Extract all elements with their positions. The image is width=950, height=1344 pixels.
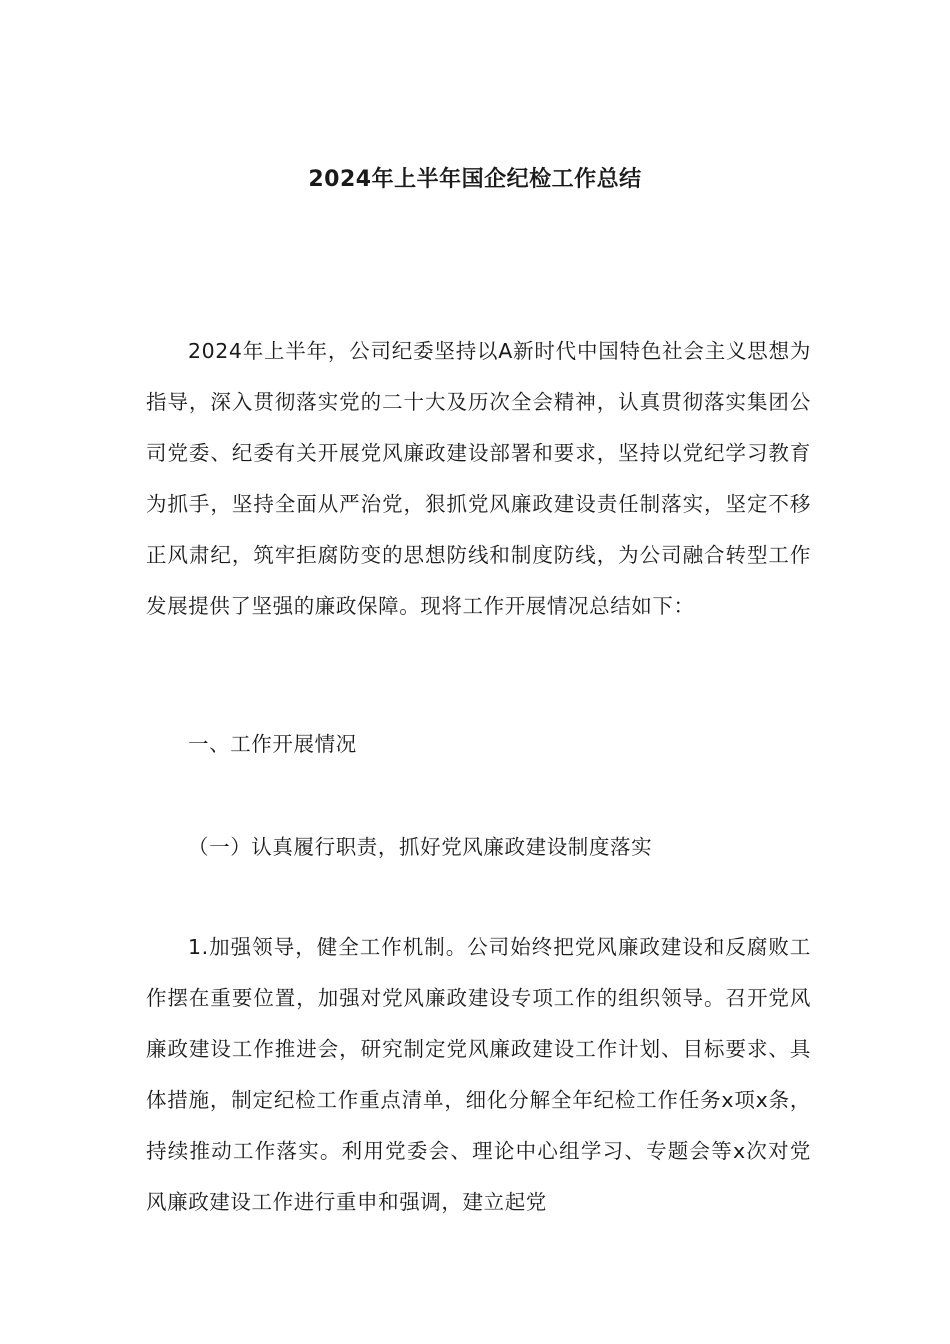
intro-paragraph: 2024年上半年，公司纪委坚持以A新时代中国特色社会主义思想为指导，深入贯彻落实党的二十大及历次全会精神，认真贯彻落实集团公司党委、纪委有关开展党风廉政建设部署和要求，坚持以党纪学习教育为抓手，坚持全面从严治党，狠抓党风廉政建设责任制落实，坚定不移正风肃纪，筑牢拒腐防变的思想防线和制度防线，为公司融合转型工作发展提供了坚强的廉政保障。现将工作开展情况总结如下： (146, 339, 811, 618)
item-1-paragraph: 1.加强领导，健全工作机制。公司始终把党风廉政建设和反腐败工作摆在重要位置，加强对党风廉政建设专项工作的组织领导。召开党风廉政建设工作推进会，研究制定党风廉政建设工作计划、目标要求、具体措施，制定纪检工作重点清单，细化分解全年纪检工作任务x项x条，持续推动工作落实。利用党委会、理论中心组学习、专题会等x次对党风廉政建设工作进行重申和强调，建立起党 (146, 935, 811, 1214)
section-heading: 一、工作开展情况 (188, 732, 357, 756)
document-title: 2024年上半年国企纪检工作总结 (308, 167, 642, 192)
subsection-heading: （一）认真履行职责，抓好党风廉政建设制度落实 (188, 835, 653, 859)
